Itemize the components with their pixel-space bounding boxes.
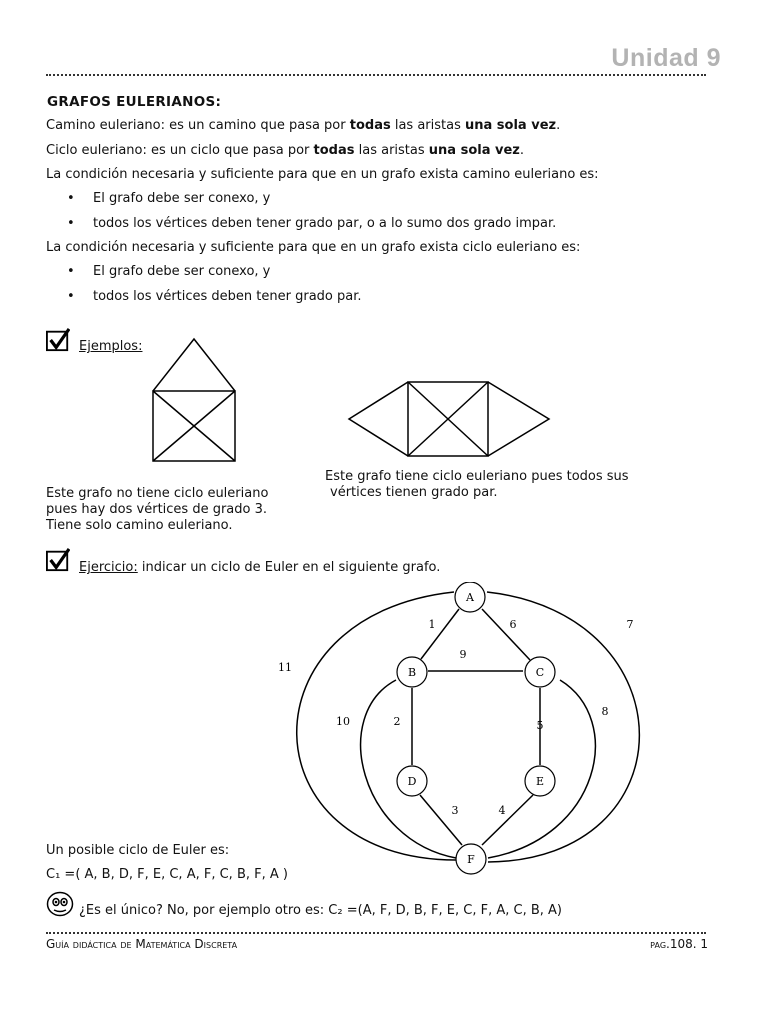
edge-label: 8: [601, 705, 609, 718]
node-label: C: [535, 666, 545, 679]
answer-cycle: C₁ =( A, B, D, F, E, C, A, F, C, B, F, A ): [46, 867, 288, 882]
edge-label: 9: [459, 648, 467, 661]
right-example-caption: Este grafo tiene ciclo euleriano pues todos sus vértices tienen grado par.: [325, 469, 629, 500]
thinking-face-icon: [46, 891, 74, 917]
header-divider: [46, 74, 706, 76]
edge-label: 1: [428, 618, 436, 631]
footer-title: Guía didáctica de Matemática Discreta: [46, 937, 238, 951]
camino-definition: Camino euleriano: es un camino que pasa por todas las aristas una sola vez.: [46, 118, 561, 133]
checkmark-icon: [46, 328, 70, 352]
edge-label: 7: [626, 618, 634, 631]
edge-label: 5: [536, 719, 544, 732]
node-label: A: [466, 591, 474, 604]
edge-label: 3: [451, 804, 459, 817]
exercise-statement: Ejercicio: indicar un ciclo de Euler en el siguiente grafo.: [79, 560, 441, 575]
edge-label: 11: [278, 661, 292, 674]
edge-label: 2: [393, 715, 401, 728]
examples-label: Ejemplos:: [79, 339, 143, 354]
section-heading: GRAFOS EULERIANOS:: [47, 94, 222, 110]
exercise-label: Ejercicio:: [79, 560, 138, 575]
bullet-item: • El grafo debe ser conexo, y: [67, 191, 271, 206]
ciclo-definition: Ciclo euleriano: es un ciclo que pasa por todas las aristas una sola vez.: [46, 143, 525, 158]
unit-title: Unidad 9: [611, 44, 721, 72]
left-example-caption: Este grafo no tiene ciclo euleriano pues hay dos vértices de grado 3. Tiene solo camino euleriano.: [46, 486, 269, 533]
edge-label: 4: [498, 804, 506, 817]
condicion-ciclo: La condición necesaria y suficiente para que en un grafo exista ciclo euleriano es:: [46, 240, 581, 255]
house-graph: [145, 334, 245, 464]
answer-intro: Un posible ciclo de Euler es:: [46, 843, 230, 858]
edge-label: 10: [336, 715, 350, 728]
node-label: B: [407, 666, 417, 679]
edge-label: 6: [509, 618, 517, 631]
bullet-item: • El grafo debe ser conexo, y: [67, 264, 271, 279]
condicion-camino: La condición necesaria y suficiente para que en un grafo exista camino euleriano es:: [46, 167, 599, 182]
node-label: F: [467, 853, 475, 866]
checkmark-icon: [46, 548, 70, 572]
node-label: E: [535, 775, 545, 788]
euler-graph: [270, 582, 670, 882]
node-label: D: [407, 775, 417, 788]
bullet-item: • todos los vértices deben tener grado par, o a lo sumo dos grado impar.: [67, 216, 557, 231]
alternative-question: ¿Es el único? No, por ejemplo otro es: C₂ =(A, F, D, B, F, E, C, F, A, C, B, A): [79, 903, 563, 918]
diamond-graph: [345, 378, 565, 460]
footer-divider: [46, 932, 706, 934]
page-number: pag.108. 1: [650, 937, 708, 951]
bullet-item: • todos los vértices deben tener grado par.: [67, 289, 362, 304]
